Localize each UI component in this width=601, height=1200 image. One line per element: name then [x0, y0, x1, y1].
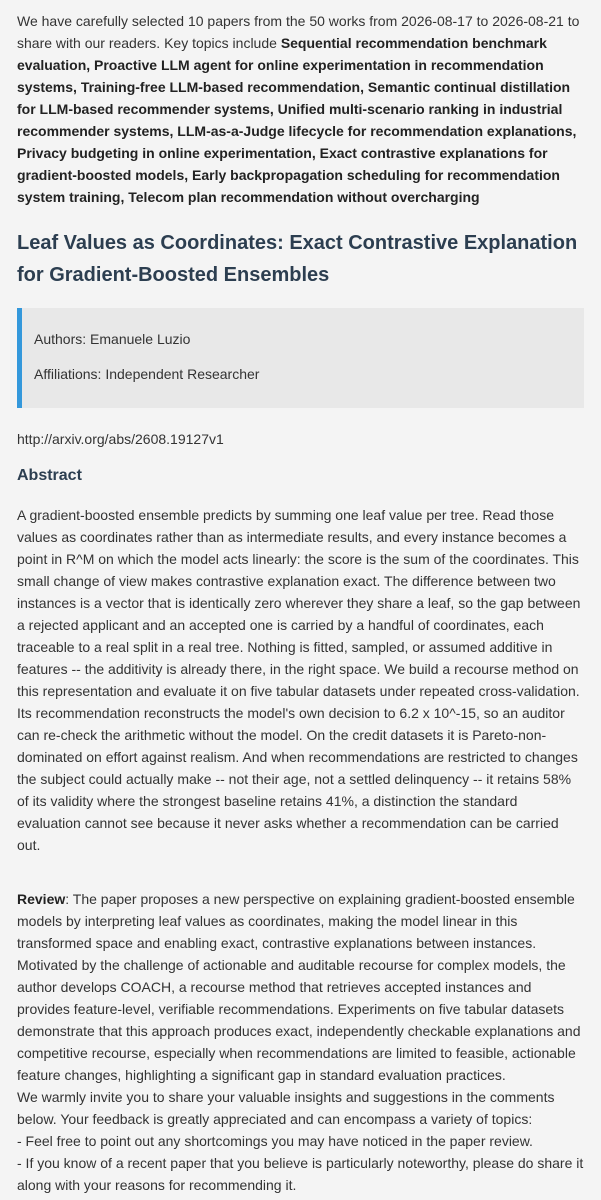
intro-paragraph [17, 10, 584, 208]
intro-topics: Sequential recommendation benchmark evaluation, Proactive LLM agent for online experimentation in recommendation systems, Training-free LLM-based recommendation, Semantic continual distillation for LLM-based recommender systems, Unified multi-scenario ranking in industrial recommender systems, LLM-as-a-Judge lifecycle for recommendation explanations, Privacy budgeting in online experimentation, Exact contrastive explanations for gradient-boosted models, Early backpropagation scheduling for recommendation system training, Telecom plan recommendation without overcharging [17, 35, 577, 205]
invite-text: We warmly invite you to share your valuable insights and suggestions in the comments below. Your feedback is greatly appreciated and can encompass a variety of topics: [17, 1089, 555, 1127]
bullet-shortcomings: - Feel free to point out any shortcomings you may have noticed in the paper review. [17, 1133, 533, 1149]
paper-link[interactable]: http://arxiv.org/abs/2608.19127v1 [17, 431, 224, 447]
abstract-text: A gradient-boosted ensemble predicts by summing one leaf value per tree. Read those values as coordinates rather than as intermediate results, and every instance becomes a point in R^M on which the model acts linearly: the score is the sum of the coordinates. This small change of view makes contrastive explanation exact. The difference between two instances is a vector that is identically zero wherever they share a leaf, so the gap between a rejected applicant and an accepted one is carried by a handful of coordinates, each traceable to a real split in a real tree. Nothing is fitted, sampled, or assumed additive in features -- the additivity is already there, in the right space. We build a recourse method on this representation and evaluate it on five tabular datasets under repeated cross-validation. Its recommendation reconstructs the model's own decision to 6.2 x 10^-15, so an auditor can re-check the arithmetic without the model. On the credit datasets it is Pareto-non-dominated on effort against realism. And when recommendations are restricted to changes the subject could actually make -- not their age, not a settled delinquency -- it retains 58% of its validity where the strongest baseline retains 41%, a distinction the standard evaluation cannot see because it never asks whether a recommendation can be carried out. [17, 507, 581, 853]
authors-line: Authors: Emanuele Luzio [34, 331, 191, 347]
affiliations-line: Affiliations: Independent Researcher [34, 366, 260, 382]
author-box [17, 308, 584, 408]
intro-text: We have carefully selected 10 papers from the 50 works from 2026-08-17 to 2026-08-21 to share with our readers. Key topics include [17, 13, 580, 51]
review-label: Review [17, 891, 66, 907]
bullet-recommend: - If you know of a recent paper that you believe is particularly noteworthy, please do share it along with your reasons for recommending it. [17, 1155, 584, 1193]
paper-title: Leaf Values as Coordinates: Exact Contrastive Explanation for Gradient-Boosted Ensembles [17, 232, 578, 286]
review-text: : The paper proposes a new perspective on explaining gradient-boosted ensemble models by interpreting leaf values as coordinates, making the model linear in this transformed space and enabling exact, contrastive explanations between instances. Motivated by the challenge of actionable and auditable recourse for complex models, the author develops COACH, a recourse method that retrieves accepted instances and provides feature-level, verifiable recommendations. Experiments on five tabular datasets demonstrate that this approach produces exact, independently checkable explanations and competitive recourse, especially when recommendations are limited to feasible, actionable feature changes, highlighting a significant gap in standard evaluation practices. [17, 891, 581, 1083]
abstract-heading: Abstract [17, 467, 82, 484]
review-paragraph [17, 888, 584, 1196]
